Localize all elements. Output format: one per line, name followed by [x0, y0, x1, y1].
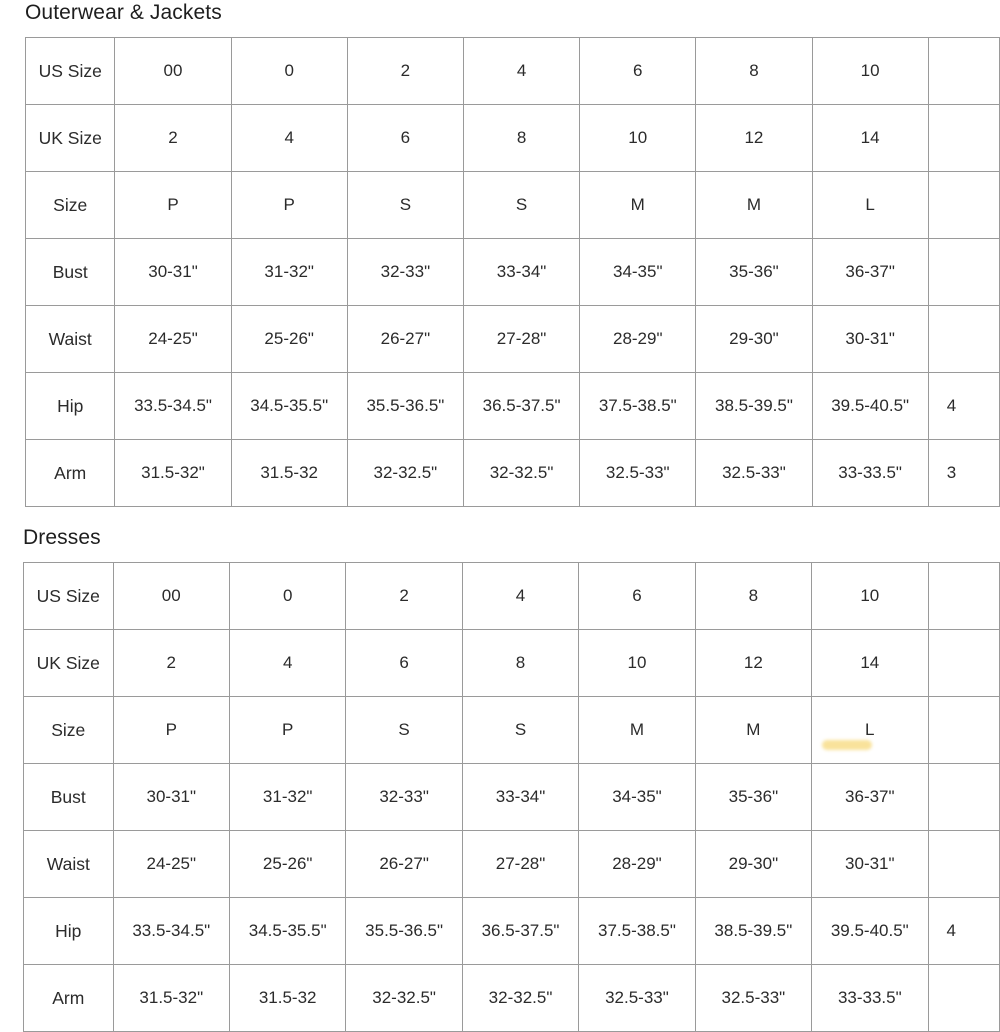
- table-cell: 27-28": [463, 306, 579, 373]
- table-cell: 33-34": [462, 764, 578, 831]
- table-cell: 34-35": [579, 764, 695, 831]
- table-cell: 37.5-38.5": [580, 373, 696, 440]
- table-cell: 0: [229, 563, 345, 630]
- table-cell: 00: [115, 38, 231, 105]
- table-cell: 4: [229, 630, 345, 697]
- table-cell: M: [580, 172, 696, 239]
- table-cell: 0: [231, 38, 347, 105]
- row-label: UK Size: [24, 630, 114, 697]
- table-cell: 35.5-36.5": [347, 373, 463, 440]
- table-cell: 33.5-34.5": [113, 898, 229, 965]
- table-cell: 31-32": [229, 764, 345, 831]
- table-cell: 12: [696, 105, 812, 172]
- table-cell: 35-36": [696, 239, 812, 306]
- table-cell: [928, 172, 999, 239]
- table-cell: [928, 563, 1000, 630]
- row-label: US Size: [26, 38, 115, 105]
- row-label: UK Size: [26, 105, 115, 172]
- table-cell: 6: [579, 563, 695, 630]
- table-cell: 8: [696, 38, 812, 105]
- table-cell: 32-32.5": [347, 440, 463, 507]
- row-label: Hip: [24, 898, 114, 965]
- table-row: [26, 172, 1000, 239]
- table-cell: 30-31": [812, 306, 928, 373]
- section-title-outerwear: Outerwear & Jackets: [25, 1, 222, 24]
- table-cell: 32-33": [346, 764, 462, 831]
- table-cell: 29-30": [695, 831, 811, 898]
- table-cell: 10: [812, 563, 928, 630]
- table-cell: 38.5-39.5": [696, 373, 812, 440]
- table-cell: 35.5-36.5": [346, 898, 462, 965]
- table-cell: 32-32.5": [346, 965, 462, 1032]
- table-cell: 6: [580, 38, 696, 105]
- table-cell: [928, 306, 999, 373]
- table-cell: 36-37": [812, 239, 928, 306]
- table-cell: 31.5-32: [231, 440, 347, 507]
- table-cell: [928, 831, 1000, 898]
- table-cell: M: [695, 697, 811, 764]
- table-cell: S: [346, 697, 462, 764]
- table-cell: 32.5-33": [696, 440, 812, 507]
- table-cell: [928, 38, 999, 105]
- table-cell: 6: [347, 105, 463, 172]
- table-cell: 28-29": [579, 831, 695, 898]
- table-cell: 26-27": [347, 306, 463, 373]
- table-cell: L: [812, 697, 928, 764]
- table-cell: 34.5-35.5": [229, 898, 345, 965]
- table-cell: 38.5-39.5": [695, 898, 811, 965]
- table-cell: 8: [695, 563, 811, 630]
- table-cell: 35-36": [695, 764, 811, 831]
- table-cell: 32.5-33": [579, 965, 695, 1032]
- table-cell: 6: [346, 630, 462, 697]
- table-cell: 31.5-32: [229, 965, 345, 1032]
- row-label: Waist: [24, 831, 114, 898]
- table-cell: 2: [347, 38, 463, 105]
- row-label: Arm: [24, 965, 114, 1032]
- table-row: [24, 697, 1000, 764]
- size-table-outerwear: [25, 37, 1000, 507]
- table-cell: M: [696, 172, 812, 239]
- table-row: [26, 38, 1000, 105]
- table-cell: L: [812, 172, 928, 239]
- table-cell: P: [229, 697, 345, 764]
- table-cell: 4: [463, 38, 579, 105]
- table-cell: S: [463, 172, 579, 239]
- table-cell: 36.5-37.5": [462, 898, 578, 965]
- table-cell: 4: [462, 563, 578, 630]
- table-row: [24, 898, 1000, 965]
- table-cell: 37.5-38.5": [579, 898, 695, 965]
- table-row: [24, 630, 1000, 697]
- table-cell: 34.5-35.5": [231, 373, 347, 440]
- table-row: [26, 306, 1000, 373]
- table-cell: 4: [231, 105, 347, 172]
- table-cell: 24-25": [115, 306, 231, 373]
- table-cell: 32-32.5": [463, 440, 579, 507]
- table-cell: 14: [812, 105, 928, 172]
- highlighter-mark: [822, 740, 872, 750]
- table-row: [24, 563, 1000, 630]
- table-cell: 10: [579, 630, 695, 697]
- table-cell: 39.5-40.5": [812, 898, 928, 965]
- table-row: [24, 831, 1000, 898]
- table-cell: 36-37": [812, 764, 928, 831]
- table-cell: [928, 239, 999, 306]
- table-cell: 32.5-33": [580, 440, 696, 507]
- row-label: US Size: [24, 563, 114, 630]
- row-label: Waist: [26, 306, 115, 373]
- row-label: Size: [24, 697, 114, 764]
- row-label: Hip: [26, 373, 115, 440]
- table-cell: 30-31": [812, 831, 928, 898]
- table-cell: 31.5-32": [115, 440, 231, 507]
- table-cell: 3: [928, 440, 999, 507]
- table-cell: 8: [462, 630, 578, 697]
- size-table-dresses: [23, 562, 1000, 1032]
- section-title-dresses: Dresses: [23, 526, 101, 549]
- table-cell: 2: [115, 105, 231, 172]
- table-cell: 30-31": [113, 764, 229, 831]
- table-cell: 10: [580, 105, 696, 172]
- table-cell: 27-28": [462, 831, 578, 898]
- table-cell: 32-33": [347, 239, 463, 306]
- table-cell: 30-31": [115, 239, 231, 306]
- table-cell: 12: [695, 630, 811, 697]
- table-cell: 25-26": [231, 306, 347, 373]
- table-cell: 32-32.5": [462, 965, 578, 1032]
- table-row: [24, 965, 1000, 1032]
- table-cell: 26-27": [346, 831, 462, 898]
- row-label: Bust: [26, 239, 115, 306]
- table-row: [26, 239, 1000, 306]
- table-cell: 33-34": [463, 239, 579, 306]
- table-cell: [928, 965, 1000, 1032]
- table-cell: 14: [812, 630, 928, 697]
- table-cell: 25-26": [229, 831, 345, 898]
- table-cell: [928, 697, 1000, 764]
- row-label: Size: [26, 172, 115, 239]
- table-cell: 24-25": [113, 831, 229, 898]
- table-cell: 33.5-34.5": [115, 373, 231, 440]
- table-row: [26, 105, 1000, 172]
- table-cell: M: [579, 697, 695, 764]
- table-cell: 33-33.5": [812, 965, 928, 1032]
- table-cell: P: [231, 172, 347, 239]
- row-label: Arm: [26, 440, 115, 507]
- table-cell: [928, 105, 999, 172]
- table-row: [24, 764, 1000, 831]
- table-cell: [928, 630, 1000, 697]
- table-cell: 31-32": [231, 239, 347, 306]
- table-row: [26, 440, 1000, 507]
- table-cell: 36.5-37.5": [463, 373, 579, 440]
- table-cell: 32.5-33": [695, 965, 811, 1032]
- table-cell: 4: [928, 373, 999, 440]
- table-cell: 33-33.5": [812, 440, 928, 507]
- table-cell: 39.5-40.5": [812, 373, 928, 440]
- table-cell: 00: [113, 563, 229, 630]
- table-cell: P: [113, 697, 229, 764]
- table-cell: 29-30": [696, 306, 812, 373]
- table-cell: P: [115, 172, 231, 239]
- table-cell: 10: [812, 38, 928, 105]
- row-label: Bust: [24, 764, 114, 831]
- table-cell: 2: [346, 563, 462, 630]
- table-cell: 4: [928, 898, 1000, 965]
- table-cell: 28-29": [580, 306, 696, 373]
- table-cell: 8: [463, 105, 579, 172]
- table-row: [26, 373, 1000, 440]
- table-cell: S: [347, 172, 463, 239]
- table-cell: 31.5-32": [113, 965, 229, 1032]
- table-cell: S: [462, 697, 578, 764]
- table-cell: 34-35": [580, 239, 696, 306]
- table-cell: [928, 764, 1000, 831]
- table-cell: 2: [113, 630, 229, 697]
